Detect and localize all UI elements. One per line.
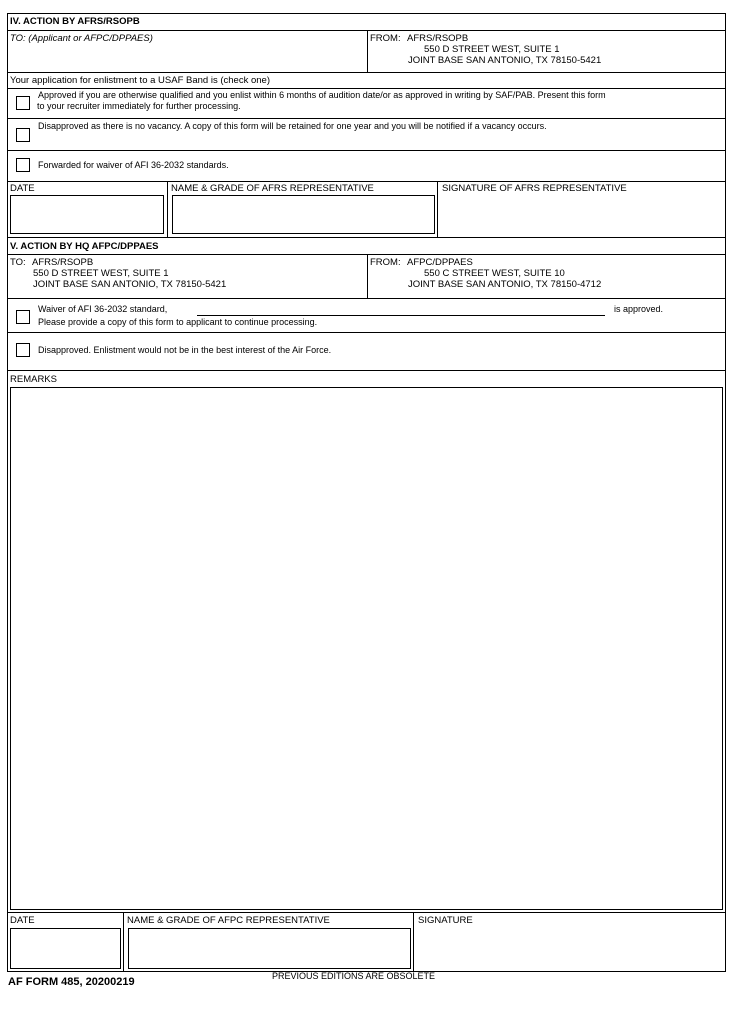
section-4-prompt: Your application for enlistment to a USAF Band is (check one): [10, 75, 270, 86]
waiver-line-2: Please provide a copy of this form to applicant to continue processing.: [38, 317, 318, 327]
divider: [123, 912, 124, 972]
divider: [8, 237, 725, 238]
address-line: AFPC/DPPAES: [407, 257, 473, 268]
section-5-date-field[interactable]: [10, 928, 121, 969]
section-4-name-field[interactable]: [172, 195, 435, 234]
divider: [8, 181, 725, 182]
disapproved-no-vacancy-checkbox[interactable]: [16, 128, 30, 142]
forwarded-waiver-checkbox[interactable]: [16, 158, 30, 172]
section-4-signature-label: SIGNATURE OF AFRS REPRESENTATIVE: [442, 183, 627, 194]
divider: [8, 332, 725, 333]
address-line: JOINT BASE SAN ANTONIO, TX 78150-5421: [408, 55, 602, 66]
divider: [437, 181, 438, 237]
section-5-from-label: FROM:: [370, 257, 401, 268]
disapproved-text: Disapproved. Enlistment would not be in the best interest of the Air Force.: [38, 345, 332, 355]
option-line: Approved if you are otherwise qualified and you enlist within 6 months of audition date/or as approved in writing by SAF/PAB. Present this form: [38, 90, 606, 100]
waiver-approved-text: is approved.: [614, 304, 664, 314]
divider: [8, 370, 725, 371]
approved-checkbox[interactable]: [16, 96, 30, 110]
section-4-title: IV. ACTION BY AFRS/RSOPB: [10, 16, 140, 27]
section-5-from-address: [408, 257, 601, 290]
section-5-name-label: NAME & GRADE OF AFPC REPRESENTATIVE: [127, 915, 330, 926]
section-4-date-label: DATE: [10, 183, 35, 194]
forwarded-option-text: Forwarded for waiver of AFI 36-2032 standards.: [38, 160, 229, 170]
address-line: 550 C STREET WEST, SUITE 10: [424, 268, 565, 279]
divider: [367, 254, 368, 298]
obsolete-notice: PREVIOUS EDITIONS ARE OBSOLETE: [272, 971, 436, 981]
address-line: AFRS/RSOPB: [32, 257, 94, 268]
divider: [413, 912, 414, 972]
section-5-to-label: TO:: [10, 257, 26, 268]
divider: [8, 118, 725, 119]
address-line: 550 D STREET WEST, SUITE 1: [33, 268, 169, 279]
divider: [8, 88, 725, 89]
remarks-field[interactable]: [10, 387, 723, 910]
section-4-from-address: [408, 33, 601, 66]
section-5-signature-label: SIGNATURE: [418, 915, 473, 926]
section-4-date-field[interactable]: [10, 195, 164, 234]
form-container: [7, 13, 726, 972]
divider: [8, 150, 725, 151]
divider: [8, 912, 725, 913]
disapproved-option-text: Disapproved as there is no vacancy. A copy of this form will be retained for one year and you will be notified if a vacancy occurs.: [38, 121, 547, 131]
waiver-standard-blank[interactable]: [197, 315, 605, 316]
address-line: 550 D STREET WEST, SUITE 1: [424, 44, 560, 55]
divider: [8, 72, 725, 73]
option-line: to your recruiter immediately for further processing.: [37, 101, 241, 111]
waiver-line-1: Waiver of AFI 36-2032 standard,: [38, 304, 168, 314]
section-4-from-label: FROM:: [370, 33, 401, 44]
divider: [167, 181, 168, 237]
section-5-to-address: [33, 257, 226, 290]
section-5-title: V. ACTION BY HQ AFPC/DPPAES: [10, 241, 159, 252]
form-identifier: AF FORM 485, 20200219: [8, 976, 135, 988]
remarks-label: REMARKS: [10, 374, 57, 385]
section-4-to-label: TO: (Applicant or AFPC/DPPAES): [10, 33, 153, 44]
address-line: JOINT BASE SAN ANTONIO, TX 78150-4712: [408, 279, 602, 290]
waiver-approved-checkbox[interactable]: [16, 310, 30, 324]
section-5-name-field[interactable]: [128, 928, 411, 969]
address-line: AFRS/RSOPB: [407, 33, 469, 44]
divider: [8, 298, 725, 299]
section-5-date-label: DATE: [10, 915, 35, 926]
section-4-name-label: NAME & GRADE OF AFRS REPRESENTATIVE: [171, 183, 374, 194]
divider: [367, 30, 368, 72]
address-line: JOINT BASE SAN ANTONIO, TX 78150-5421: [33, 279, 227, 290]
approved-option-text: [38, 90, 723, 112]
disapproved-checkbox[interactable]: [16, 343, 30, 357]
